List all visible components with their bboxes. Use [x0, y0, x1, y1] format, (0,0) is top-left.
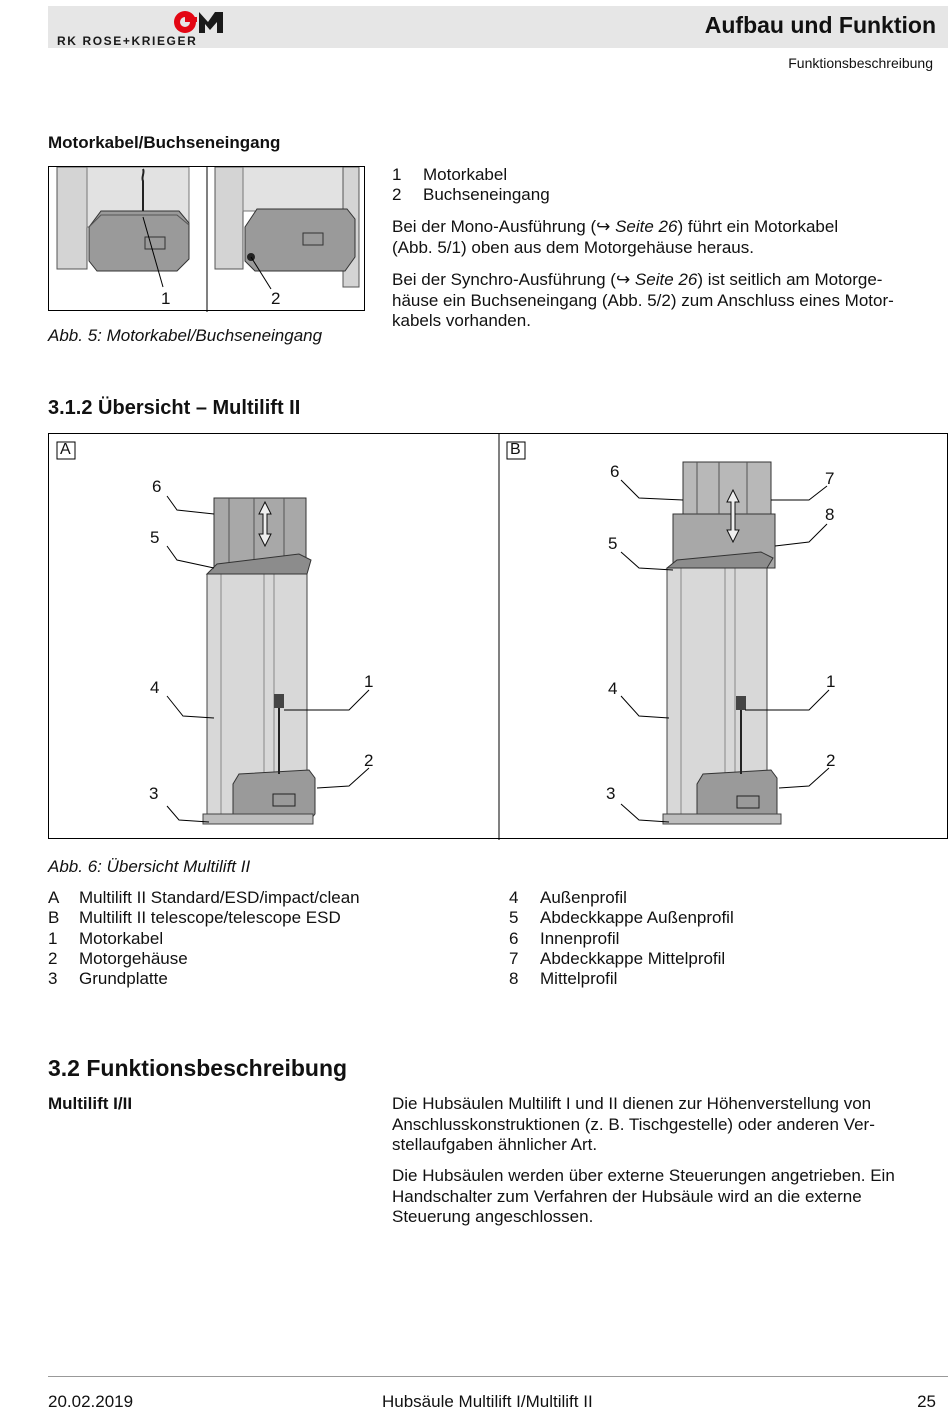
callout-7: 7 — [825, 469, 835, 488]
synchro-paragraph: Bei der Synchro-Ausführung (↪ Seite 26) ist seitlich am Motorge- häuse ein Buchseneingang (Abb. 5/2) zum Anschluss eines Motor- kabels vorhanden. — [392, 270, 894, 330]
footer-date: 20.02.2019 — [48, 1392, 134, 1411]
callout-1: 1 — [161, 289, 171, 308]
figure-5-caption: Abb. 5: Motorkabel/Buchseneingang — [48, 326, 323, 345]
footer-divider — [48, 1376, 948, 1377]
figure-5-drawing — [49, 167, 366, 312]
panel-a-label: A — [60, 441, 71, 458]
overview-heading: 3.1.2 Übersicht – Multilift II — [48, 397, 301, 419]
panel-b-label: B — [510, 441, 521, 458]
footer-product: Hubsäule Multilift I/Multilift II — [382, 1392, 593, 1411]
function-side-label: Multilift I/II — [48, 1094, 133, 1113]
callout-1: 1 — [364, 672, 374, 691]
function-heading: 3.2 Funktionsbeschreibung — [48, 1055, 348, 1081]
callout-2: 2 — [826, 751, 836, 770]
figure-5 — [48, 166, 365, 311]
motorkabel-heading: Motorkabel/Buchseneingang — [48, 133, 281, 152]
mono-paragraph: Bei der Mono-Ausführung (↪ Seite 26) führt ein Motorkabel (Abb. 5/1) oben aus dem Motorgehäuse heraus. — [392, 217, 839, 257]
callout-6: 6 — [152, 477, 162, 496]
function-paragraph-2: Die Hubsäulen werden über externe Steuerungen angetrieben. Ein Handschalter zum Verfahren der Hubsäule wird an die externe Steuerung angeschlossen. — [392, 1166, 895, 1226]
callout-8: 8 — [825, 505, 835, 524]
callout-4: 4 — [608, 679, 618, 698]
callout-5: 5 — [608, 534, 618, 553]
figure-6-drawing — [49, 434, 949, 840]
callout-3: 3 — [149, 784, 159, 803]
callout-2: 2 — [364, 751, 374, 770]
figure-6-caption: Abb. 6: Übersicht Multilift II — [48, 857, 251, 876]
callout-1: 1 — [826, 672, 836, 691]
brand-name: RK ROSE+KRIEGER — [57, 34, 198, 48]
page-ref-link[interactable]: Seite 26 — [615, 217, 678, 236]
section-subtitle: Funktionsbeschreibung — [788, 55, 933, 71]
callout-6: 6 — [610, 462, 620, 481]
figure-6 — [48, 433, 948, 839]
callout-5: 5 — [150, 528, 160, 547]
page-ref-link[interactable]: Seite 26 — [634, 270, 698, 289]
page-number: 25 — [917, 1392, 936, 1411]
callout-3: 3 — [606, 784, 616, 803]
function-paragraph-1: Die Hubsäulen Multilift I und II dienen zur Höhenverstellung von Anschlusskonstruktionen (z. B. Tischgestelle) oder anderen Ver- stellaufgaben ähnlicher Art. — [392, 1094, 875, 1154]
section-title: Aufbau und Funktion — [704, 12, 936, 38]
arrow-ref-icon: ↪ — [596, 217, 616, 236]
arrow-ref-icon: ↪ — [615, 270, 635, 289]
callout-4: 4 — [150, 678, 160, 697]
callout-2: 2 — [271, 289, 281, 308]
